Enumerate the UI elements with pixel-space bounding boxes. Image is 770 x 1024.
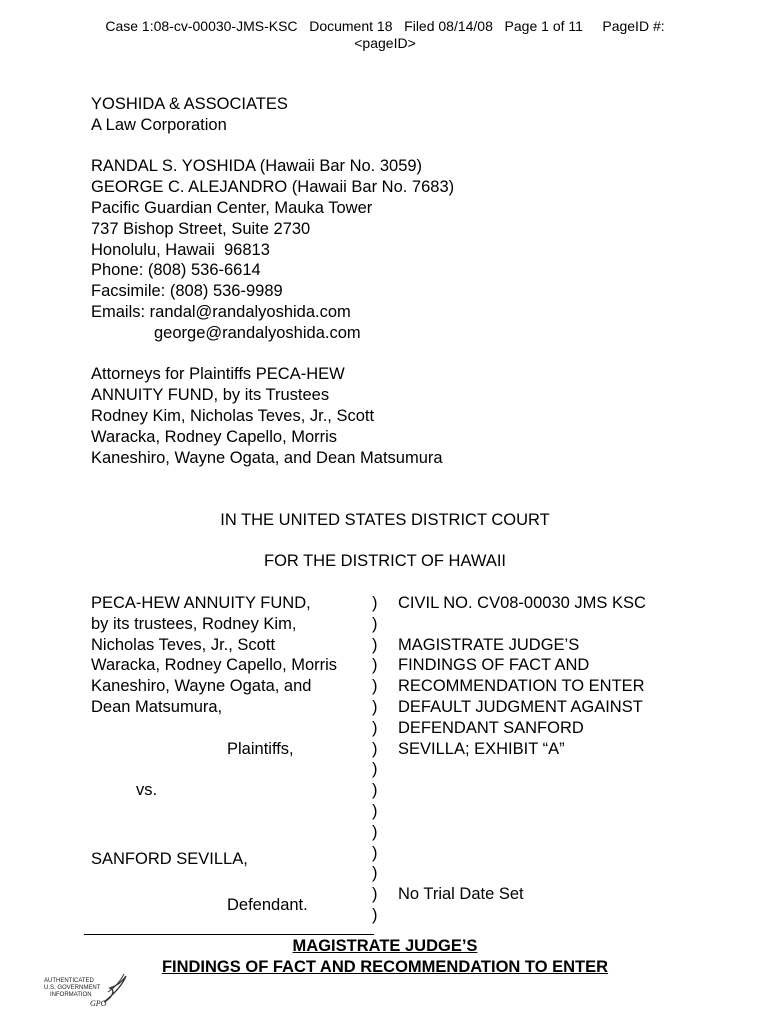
representation-line: Rodney Kim, Nicholas Teves, Jr., Scott — [91, 406, 375, 425]
paren: ) — [372, 885, 378, 904]
vs-label: vs. — [136, 781, 158, 799]
caption-parties — [91, 593, 337, 718]
document-title-line2: FINDINGS OF FACT AND RECOMMENDATION TO ENTER — [161, 958, 609, 976]
defendant-name: SANFORD SEVILLA, — [91, 850, 248, 868]
spacer — [91, 136, 454, 157]
caption-rule — [84, 934, 374, 935]
address-line: Honolulu, Hawaii 96813 — [91, 240, 270, 259]
address-line: 737 Bishop Street, Suite 2730 — [91, 219, 311, 238]
representation-line: Kaneshiro, Wayne Ogata, and Dean Matsumura — [91, 448, 443, 467]
defendant-label: Defendant. — [227, 896, 308, 914]
doc-type-line: MAGISTRATE JUDGE’S — [398, 635, 580, 654]
attorney-line: RANDAL S. YOSHIDA (Hawaii Bar No. 3059) — [91, 157, 423, 176]
doc-type-line: SEVILLA; EXHIBIT “A” — [398, 739, 565, 758]
party-line: Dean Matsumura, — [91, 697, 223, 716]
paren: ) — [372, 656, 378, 675]
representation-line: Attorneys for Plaintiffs PECA-HEW — [91, 365, 345, 384]
doc-type-line: FINDINGS OF FACT AND — [398, 656, 590, 675]
document-title-line1: MAGISTRATE JUDGE’S — [292, 937, 478, 955]
representation-line: Waracka, Rodney Capello, Morris — [91, 427, 338, 446]
firm-name: YOSHIDA & ASSOCIATES — [91, 95, 288, 113]
trial-date: No Trial Date Set — [398, 885, 524, 903]
paren: ) — [372, 801, 378, 820]
paren: ) — [372, 781, 378, 800]
doc-type-line: RECOMMENDATION TO ENTER — [398, 677, 645, 696]
paren: ) — [372, 864, 378, 883]
email-line: george@randalyoshida.com — [154, 323, 361, 342]
court-district: FOR THE DISTRICT OF HAWAII — [263, 552, 506, 570]
logo-text: INFORMATION — [50, 992, 92, 998]
doc-type-line: DEFENDANT SANFORD — [398, 718, 584, 737]
party-line: by its trustees, Rodney Kim, — [91, 614, 297, 633]
paren: ) — [372, 739, 378, 758]
paren: ) — [372, 677, 378, 696]
party-line: PECA-HEW ANNUITY FUND, — [91, 594, 311, 612]
plaintiffs-label: Plaintiffs, — [227, 740, 294, 758]
party-line: Kaneshiro, Wayne Ogata, and — [91, 677, 312, 696]
logo-text: GPO — [90, 999, 107, 1008]
caption-parentheses — [372, 593, 378, 926]
case-header-line: Case 1:08-cv-00030-JMS-KSC Document 18 Filed 08/14/08 Page 1 of 11 PageID #: — [105, 18, 665, 34]
doc-type-line: DEFAULT JUDGMENT AGAINST — [398, 697, 643, 716]
email-line: Emails: randal@randalyoshida.com — [91, 302, 351, 321]
attorney-line: GEORGE C. ALEJANDRO (Hawaii Bar No. 7683) — [91, 178, 455, 197]
page-id-line: <pageID> — [354, 35, 416, 51]
address-line: Pacific Guardian Center, Mauka Tower — [91, 198, 373, 217]
paren: ) — [372, 614, 378, 633]
paren: ) — [372, 594, 378, 612]
paren: ) — [372, 697, 378, 716]
eagle-icon — [104, 976, 126, 1002]
spacer — [91, 344, 454, 365]
paren: ) — [372, 843, 378, 862]
paren: ) — [372, 718, 378, 737]
firm-type: A Law Corporation — [91, 115, 227, 134]
logo-text: U.S. GOVERNMENT — [44, 985, 101, 991]
representation-line: ANNUITY FUND, by its Trustees — [91, 386, 330, 405]
paren: ) — [372, 822, 378, 841]
paren: ) — [372, 905, 378, 924]
court-name: IN THE UNITED STATES DISTRICT COURT — [220, 511, 550, 529]
phone-line: Phone: (808) 536-6614 — [91, 261, 261, 280]
spacer — [398, 614, 646, 635]
party-line: Nicholas Teves, Jr., Scott — [91, 635, 276, 654]
paren: ) — [372, 760, 378, 779]
paren: ) — [372, 635, 378, 654]
fax-line: Facsimile: (808) 536-9989 — [91, 282, 283, 301]
gpo-authentication-logo — [42, 972, 132, 1016]
logo-text: AUTHENTICATED — [44, 978, 94, 984]
party-line: Waracka, Rodney Capello, Morris — [91, 656, 338, 675]
attorney-block — [91, 94, 454, 468]
caption-case-info — [398, 593, 646, 759]
civil-number: CIVIL NO. CV08-00030 JMS KSC — [398, 594, 646, 612]
